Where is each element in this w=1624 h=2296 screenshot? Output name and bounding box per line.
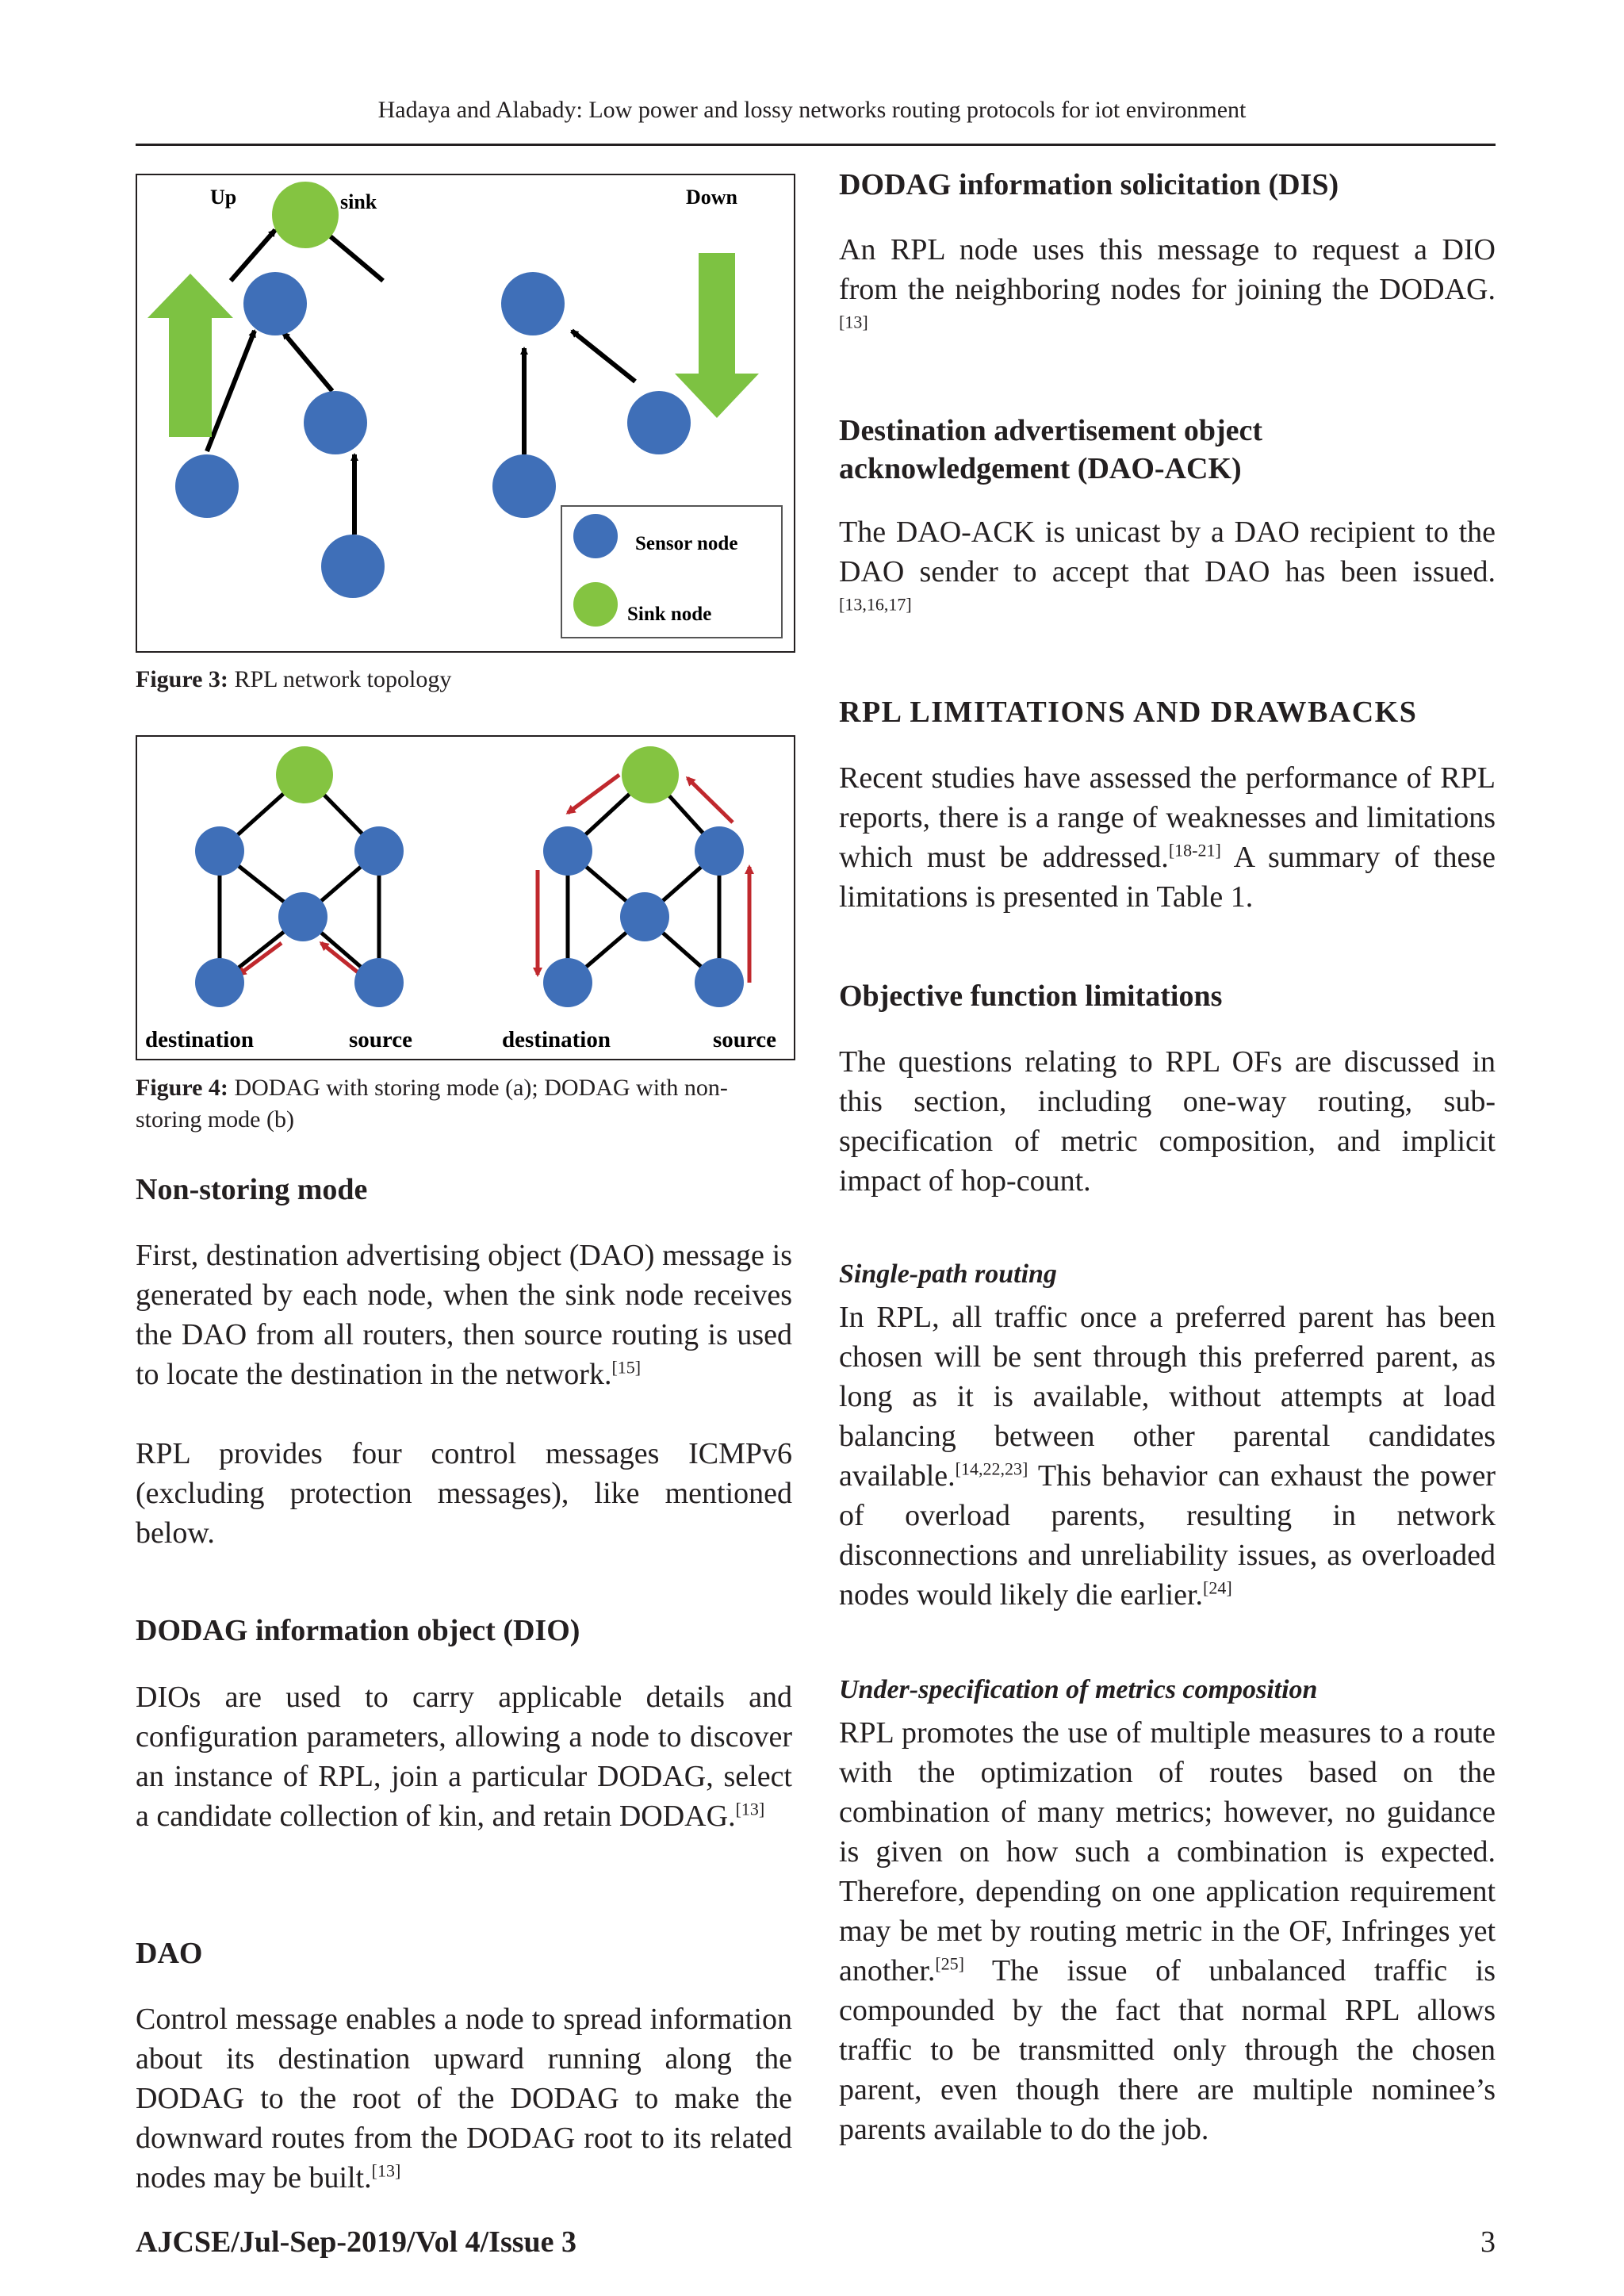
sensor-node bbox=[543, 958, 592, 1007]
sensor-node bbox=[195, 826, 244, 876]
heading-dao-ack: Destination advertisement object acknowledgement (DAO-ACK) bbox=[839, 414, 1263, 485]
route-arrow bbox=[688, 778, 733, 822]
paragraph-single-path-routing: In RPL, all traffic once a preferred parent has been chosen will be sent through this preferred parent, as long as it is available, without attempts at load balancing between other parental candidates available.[14,22,23] This behavior can exhaust the power of overload parents, resulting in network disconnections and unreliability issues, as overloaded nodes would likely die earlier.[24] bbox=[839, 1301, 1496, 1612]
sensor-node bbox=[304, 391, 367, 454]
running-head: Hadaya and Alabady: Low power and lossy networks routing protocols for iot environment bbox=[377, 97, 1247, 123]
edge-c-a bbox=[283, 332, 332, 391]
citation: [18-21] bbox=[1168, 840, 1221, 861]
source-label-b: source bbox=[713, 1027, 777, 1052]
sensor-node bbox=[175, 454, 239, 518]
sensor-node bbox=[278, 892, 327, 941]
citation: [13,16,17] bbox=[839, 594, 912, 615]
sensor-node bbox=[620, 892, 669, 941]
edge-b-sink bbox=[323, 230, 383, 281]
paragraph-dis: An RPL node uses this message to request a DIO from the neighboring nodes for joining the DODAG.[13] bbox=[839, 233, 1496, 332]
sensor-node bbox=[695, 826, 744, 876]
figure-4-caption-label: Figure 4: bbox=[136, 1075, 228, 1101]
legend-sink-icon bbox=[573, 582, 618, 627]
heading-non-storing-mode: Non-storing mode bbox=[136, 1173, 368, 1206]
figure-4-caption-text: DODAG with storing mode (a); DODAG with non-storing mode (b) bbox=[136, 1075, 728, 1133]
sensor-node bbox=[627, 391, 691, 454]
destination-label-a: destination bbox=[145, 1027, 254, 1052]
heading-objective-function: Objective function limitations bbox=[839, 979, 1223, 1013]
heading-under-specification: Under-specification of metrics composition bbox=[839, 1675, 1318, 1704]
down-arrow-icon bbox=[675, 253, 759, 418]
citation: [13] bbox=[371, 2160, 401, 2181]
sensor-node bbox=[695, 958, 744, 1007]
paragraph-non-storing-mode: First, destination advertising object (DAO) message is generated by each node, when the sink node receives the DAO from all routers, then source routing is used to locate the destination in the network.[15] bbox=[136, 1239, 792, 1391]
header-rule bbox=[136, 144, 1496, 146]
sensor-node bbox=[354, 826, 404, 876]
heading-rpl-limitations: RPL LIMITATIONS AND DRAWBACKS bbox=[839, 696, 1418, 729]
heading-dio: DODAG information object (DIO) bbox=[136, 1614, 580, 1647]
heading-dis: DODAG information solicitation (DIS) bbox=[839, 168, 1339, 201]
page-number: 3 bbox=[1480, 2225, 1496, 2259]
paragraph-rpl-limitations: Recent studies have assessed the performance of RPL reports, there is a range of weaknesses and limitations which must be addressed.[18-21] A summary of these limitations is presented in Table 1. bbox=[839, 761, 1496, 914]
paragraph-objective-function: The questions relating to RPL OFs are discussed in this section, including one-way routing, sub-specification of metric composition, and implicit impact of hop-count. bbox=[839, 1045, 1496, 1198]
citation: [25] bbox=[935, 1953, 965, 1974]
up-label: Up bbox=[210, 186, 237, 209]
paragraph-control-messages: RPL provides four control messages ICMPv6 (excluding protection messages), like mentioned below. bbox=[136, 1437, 792, 1550]
footer-journal: AJCSE/Jul-Sep-2019/Vol 4/Issue 3 bbox=[136, 2225, 577, 2259]
down-label: Down bbox=[686, 186, 738, 209]
source-label-a: source bbox=[349, 1027, 413, 1052]
sink-node bbox=[622, 746, 679, 803]
figure-3 bbox=[136, 174, 795, 653]
citation: [24] bbox=[1203, 1577, 1232, 1598]
sensor-node bbox=[492, 454, 556, 518]
figure-3-caption-text: RPL network topology bbox=[234, 666, 452, 692]
legend-sensor-label: Sensor node bbox=[635, 533, 738, 554]
figure-4-caption bbox=[136, 1072, 792, 1136]
sensor-node bbox=[354, 958, 404, 1007]
sensor-node bbox=[543, 826, 592, 876]
sensor-node bbox=[243, 272, 307, 335]
sink-node bbox=[276, 746, 333, 803]
sink-label: sink bbox=[340, 190, 377, 213]
heading-single-path-routing: Single-path routing bbox=[839, 1259, 1057, 1289]
destination-label-b: destination bbox=[502, 1027, 611, 1052]
citation: [14,22,23] bbox=[955, 1458, 1028, 1479]
edge-d-a bbox=[207, 331, 255, 451]
paragraph-dio: DIOs are used to carry applicable details and configuration parameters, allowing a node to discover an instance of RPL, join a particular DODAG, select a candidate collection of kin, and retain DODAG.[13] bbox=[136, 1681, 792, 1833]
sink-node bbox=[272, 182, 339, 248]
dodag-storing-mode bbox=[195, 746, 404, 1007]
route-arrow bbox=[568, 775, 619, 813]
figure-3-caption bbox=[136, 664, 792, 696]
figure-3-diagram bbox=[137, 175, 794, 651]
legend-sink-label: Sink node bbox=[627, 604, 712, 625]
paragraph-dao: Control message enables a node to spread information about its destination upward running along the DODAG to the root of the DODAG to make the downward routes from the DODAG root to its related nodes may be built.[13] bbox=[136, 2003, 792, 2194]
paragraph-dao-ack: The DAO-ACK is unicast by a DAO recipient to the DAO sender to accept that DAO has been issued.[13,16,17] bbox=[839, 516, 1496, 615]
sensor-node bbox=[501, 272, 565, 335]
paragraph-under-specification: RPL promotes the use of multiple measures to a route with the optimization of routes based on the combination of many metrics; however, no guidance is given on how such a combination is expected. Therefore, depending on one application requirement may be met by routing metric in the OF, Infringes yet another.[25] The issue of unbalanced traffic is compounded by the fact that normal RPL allows traffic to be transmitted only through the chosen parent, even though there are multiple nominee’s parents available to do the job. bbox=[839, 1716, 1496, 2146]
citation: [13] bbox=[839, 312, 868, 332]
figure-4 bbox=[136, 735, 795, 1060]
figure-3-caption-label: Figure 3: bbox=[136, 666, 228, 692]
edge-g-b bbox=[572, 331, 635, 381]
sensor-node bbox=[321, 535, 385, 598]
route-arrow bbox=[239, 943, 282, 975]
dodag-non-storing-mode bbox=[538, 746, 749, 1007]
sensor-node bbox=[195, 958, 244, 1007]
legend-sensor-icon bbox=[573, 514, 618, 558]
citation: [15] bbox=[611, 1357, 642, 1378]
citation: [13] bbox=[735, 1799, 765, 1819]
heading-dao: DAO bbox=[136, 1937, 203, 1970]
figure-4-diagram bbox=[137, 737, 794, 1059]
